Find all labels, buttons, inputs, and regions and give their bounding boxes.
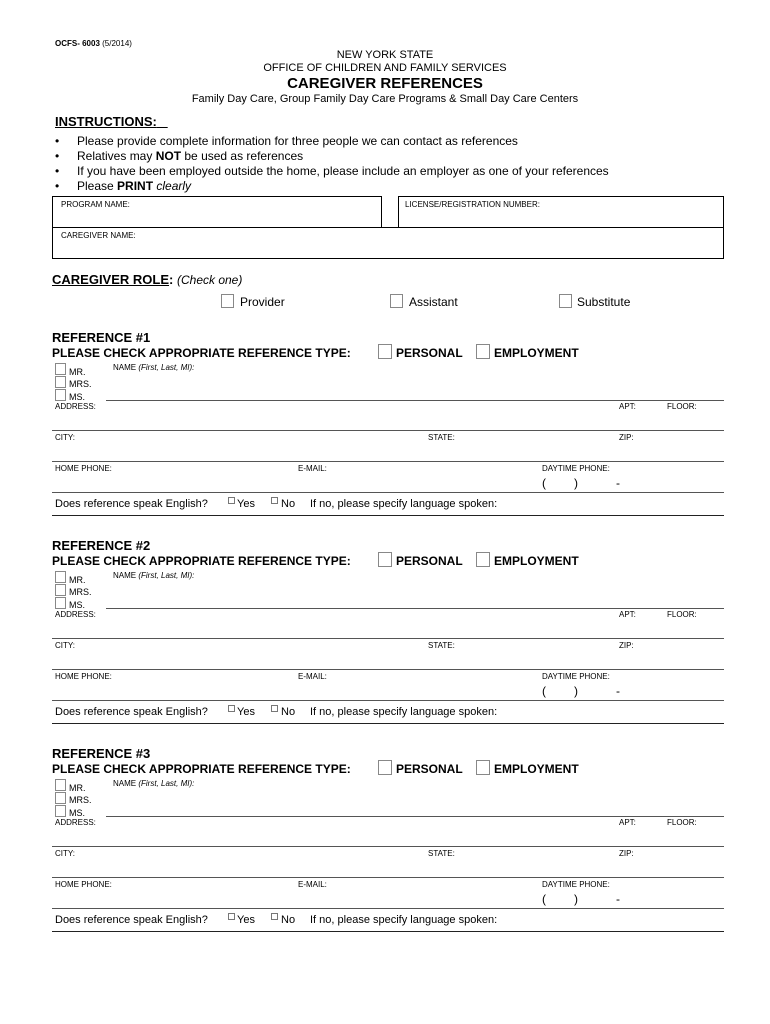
reference-type-employment-checkbox[interactable]: [476, 760, 490, 775]
reference-section: [0, 538, 770, 728]
form-code: OCFS- 6003: [55, 39, 100, 48]
english-yes-checkbox[interactable]: [228, 913, 235, 920]
form-id: [55, 39, 132, 48]
instructions-heading: INSTRUCTIONS:: [55, 114, 157, 129]
title-mr-label: MR.: [69, 367, 86, 377]
name-label: NAME (First, Last, MI):: [113, 779, 195, 788]
bullet: •: [55, 164, 60, 178]
name-line[interactable]: [106, 608, 724, 609]
reference-type-employment-label: EMPLOYMENT: [494, 346, 579, 360]
reference-title: REFERENCE #2: [52, 538, 151, 553]
english-no-checkbox[interactable]: [271, 497, 278, 504]
title-mrs-checkbox[interactable]: [55, 584, 66, 596]
name-line[interactable]: [106, 816, 724, 817]
english-question: Does reference speak English?: [55, 914, 208, 926]
address-line[interactable]: [52, 846, 724, 847]
page-title: CAREGIVER REFERENCES: [287, 75, 483, 92]
daytime-phone-format: ( ) -: [542, 684, 620, 698]
caregiver-name-label: CAREGIVER NAME:: [61, 231, 136, 240]
city-label: CITY:: [55, 433, 76, 442]
home-phone-label: HOME PHONE:: [55, 880, 112, 889]
name-line[interactable]: [106, 400, 724, 401]
instruction-item: • Please PRINT clearly: [55, 179, 192, 193]
program-name-label: PROGRAM NAME:: [61, 200, 130, 209]
title-mr-label: MR.: [69, 575, 86, 585]
daytime-phone-label: DAYTIME PHONE:: [542, 880, 610, 889]
reference-type-employment-checkbox[interactable]: [476, 552, 490, 567]
english-no-label: No: [281, 706, 296, 718]
title-mr-label: MR.: [69, 783, 86, 793]
bullet: •: [55, 179, 60, 193]
language-line[interactable]: [52, 931, 724, 932]
address-label: ADDRESS:: [55, 402, 96, 411]
reference-title: REFERENCE #1: [52, 330, 151, 345]
state-label: STATE:: [428, 849, 455, 858]
title-mr-checkbox[interactable]: [55, 571, 66, 583]
agency-line2: OFFICE OF CHILDREN AND FAMILY SERVICES: [263, 62, 507, 74]
daytime-phone-format: ( ) -: [542, 476, 620, 490]
english-yes-label: Yes: [237, 914, 255, 926]
email-label: E-MAIL:: [298, 672, 327, 681]
reference-type-personal-label: PERSONAL: [396, 762, 463, 776]
zip-label: ZIP:: [619, 849, 634, 858]
title-mrs-label: MRS.: [69, 379, 92, 389]
title-mrs-label: MRS.: [69, 587, 92, 597]
bullet: •: [55, 149, 60, 163]
reference-type-personal-checkbox[interactable]: [378, 760, 392, 775]
title-ms-checkbox[interactable]: [55, 389, 66, 401]
role-substitute-checkbox[interactable]: [559, 294, 572, 308]
phone-line[interactable]: [52, 492, 724, 493]
daytime-phone-label: DAYTIME PHONE:: [542, 672, 610, 681]
caregiver-role-heading: CAREGIVER ROLE: (Check one): [52, 272, 243, 287]
state-label: STATE:: [428, 641, 455, 650]
instruction-item: • If you have been employed outside the home, please include an employer as one of your references: [55, 164, 609, 178]
reference-type-employment-checkbox[interactable]: [476, 344, 490, 359]
address-line[interactable]: [52, 430, 724, 431]
floor-label: FLOOR:: [667, 402, 697, 411]
title-mrs-checkbox[interactable]: [55, 376, 66, 388]
role-substitute-label: Substitute: [577, 295, 631, 309]
english-yes-label: Yes: [237, 498, 255, 510]
title-ms-checkbox[interactable]: [55, 805, 66, 817]
reference-type-employment-label: EMPLOYMENT: [494, 762, 579, 776]
phone-line[interactable]: [52, 908, 724, 909]
daytime-phone-label: DAYTIME PHONE:: [542, 464, 610, 473]
apt-label: APT:: [619, 818, 636, 827]
instruction-item: • Please provide complete information for three people we can contact as references: [55, 134, 518, 148]
role-assistant-label: Assistant: [409, 295, 458, 309]
city-line[interactable]: [52, 461, 724, 462]
city-line[interactable]: [52, 877, 724, 878]
address-line[interactable]: [52, 638, 724, 639]
zip-label: ZIP:: [619, 433, 634, 442]
form-date: (5/2014): [102, 39, 132, 48]
reference-section: [0, 330, 770, 520]
apt-label: APT:: [619, 402, 636, 411]
floor-label: FLOOR:: [667, 610, 697, 619]
english-yes-label: Yes: [237, 706, 255, 718]
language-line[interactable]: [52, 515, 724, 516]
role-assistant-checkbox[interactable]: [390, 294, 403, 308]
city-label: CITY:: [55, 641, 76, 650]
state-label: STATE:: [428, 433, 455, 442]
title-mrs-checkbox[interactable]: [55, 792, 66, 804]
phone-line[interactable]: [52, 700, 724, 701]
daytime-phone-format: ( ) -: [542, 892, 620, 906]
title-ms-label: MS.: [69, 392, 86, 402]
role-provider-label: Provider: [240, 295, 285, 309]
home-phone-label: HOME PHONE:: [55, 464, 112, 473]
english-yes-checkbox[interactable]: [228, 497, 235, 504]
home-phone-label: HOME PHONE:: [55, 672, 112, 681]
city-line[interactable]: [52, 669, 724, 670]
floor-label: FLOOR:: [667, 818, 697, 827]
license-number-field[interactable]: [398, 196, 724, 228]
reference-section: [0, 746, 770, 936]
reference-type-personal-checkbox[interactable]: [378, 344, 392, 359]
title-mrs-label: MRS.: [69, 795, 92, 805]
role-provider-checkbox[interactable]: [221, 294, 234, 308]
reference-type-personal-checkbox[interactable]: [378, 552, 392, 567]
english-yes-checkbox[interactable]: [228, 705, 235, 712]
english-no-checkbox[interactable]: [271, 705, 278, 712]
city-label: CITY:: [55, 849, 76, 858]
address-label: ADDRESS:: [55, 610, 96, 619]
reference-type-prompt: PLEASE CHECK APPROPRIATE REFERENCE TYPE:: [52, 554, 351, 568]
title-ms-label: MS.: [69, 808, 86, 818]
email-label: E-MAIL:: [298, 464, 327, 473]
reference-type-prompt: PLEASE CHECK APPROPRIATE REFERENCE TYPE:: [52, 762, 351, 776]
english-question: Does reference speak English?: [55, 498, 208, 510]
language-question: If no, please specify language spoken:: [310, 914, 498, 926]
reference-title: REFERENCE #3: [52, 746, 151, 761]
language-line[interactable]: [52, 723, 724, 724]
english-no-label: No: [281, 914, 296, 926]
language-question: If no, please specify language spoken:: [310, 498, 498, 510]
zip-label: ZIP:: [619, 641, 634, 650]
reference-type-prompt: PLEASE CHECK APPROPRIATE REFERENCE TYPE:: [52, 346, 351, 360]
reference-type-employment-label: EMPLOYMENT: [494, 554, 579, 568]
address-label: ADDRESS:: [55, 818, 96, 827]
name-label: NAME (First, Last, MI):: [113, 363, 195, 372]
english-no-checkbox[interactable]: [271, 913, 278, 920]
page-subtitle: Family Day Care, Group Family Day Care Programs & Small Day Care Centers: [191, 93, 579, 105]
instruction-item: • Relatives may NOT be used as references: [55, 149, 304, 163]
title-ms-checkbox[interactable]: [55, 597, 66, 609]
english-no-label: No: [281, 498, 296, 510]
license-number-label: LICENSE/REGISTRATION NUMBER:: [405, 200, 540, 209]
title-mr-checkbox[interactable]: [55, 363, 66, 375]
agency-line1: NEW YORK STATE: [336, 49, 434, 61]
bullet: •: [55, 134, 60, 148]
language-question: If no, please specify language spoken:: [310, 706, 498, 718]
title-mr-checkbox[interactable]: [55, 779, 66, 791]
program-name-field[interactable]: [52, 196, 382, 228]
name-label: NAME (First, Last, MI):: [113, 571, 195, 580]
title-ms-label: MS.: [69, 600, 86, 610]
english-question: Does reference speak English?: [55, 706, 208, 718]
reference-type-personal-label: PERSONAL: [396, 554, 463, 568]
apt-label: APT:: [619, 610, 636, 619]
caregiver-name-field[interactable]: [52, 227, 724, 259]
reference-type-personal-label: PERSONAL: [396, 346, 463, 360]
email-label: E-MAIL:: [298, 880, 327, 889]
